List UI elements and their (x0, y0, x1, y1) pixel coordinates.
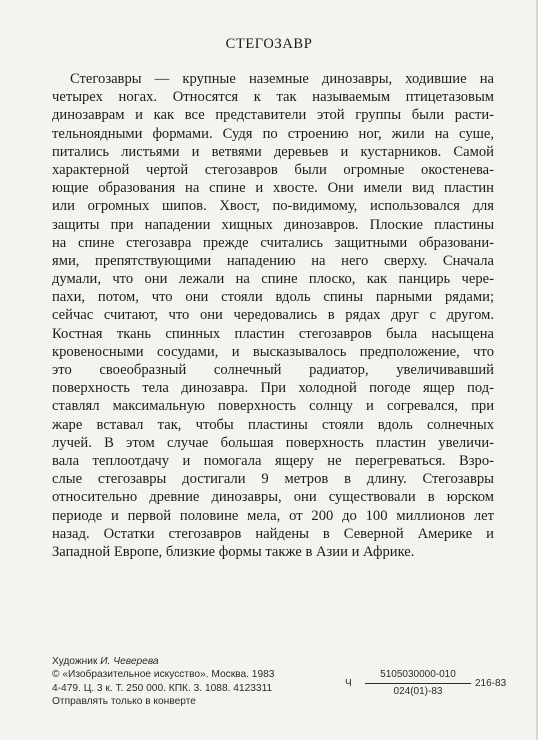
paragraph-line: пахи, потом, что они стояли вдоль спины парными рядами; (52, 289, 494, 306)
paragraph-line: слые стегозавры достигали 9 метров в длину. Стегозавры (52, 471, 494, 488)
catalog-denominator: 024(01)-83 (393, 686, 443, 697)
catalog-numerator: 5105030000-010 (380, 669, 456, 680)
publication-credits (52, 655, 352, 709)
paragraph-line: ями, препятствующими нападению на него сверху. Сначала (52, 252, 494, 269)
catalog-index (345, 669, 505, 701)
catalog-suffix: 216-83 (475, 678, 507, 689)
paragraph-line: лучей. В этом случае большая поверхность пластин увеличи- (52, 434, 494, 451)
paragraph-line: думали, что они лежали на спине плоско, как панцирь чере- (52, 271, 494, 288)
artist-credit (52, 655, 352, 668)
print-info-line: 4-479. Ц. 3 к. Т. 250 000. КПК. 3. 1088. 4123311 (52, 682, 273, 694)
paragraph-line: Костная ткань спинных пластин стегозавров была насыщена (52, 325, 494, 342)
paragraph-line: на спине стегозавра прежде считались защитными образовани- (52, 234, 494, 251)
paragraph-line: динозаврам и как все представители этой группы были расти- (52, 107, 494, 124)
paragraph-line: это своеобразный солнечный радиатор, увеличивавший (52, 362, 494, 378)
publisher-line: © «Изобразительное искусство». Москва. 1983 (52, 669, 275, 681)
catalog-prefix: Ч (345, 678, 352, 689)
mailing-note: Отправлять только в конверте (52, 696, 196, 708)
paragraph-line: сейчас считают, что они чередовались в рядах друг с другом. (52, 307, 494, 324)
paragraph-line: кровеносными сосудами, и высказывалось предположение, что (52, 343, 494, 360)
paragraph-line: относительно древние динозавры, они существовали в юрском (52, 489, 494, 506)
paragraph-line: Стегозавры — крупные наземные динозавры, ходившие на (70, 71, 494, 87)
paragraph-line: тельноядными формами. Судя по строению ног, жили на суше, (52, 125, 494, 142)
paragraph-line: или огромных шипов. Хвост, по-видимому, использовался для (52, 198, 494, 215)
artist-name: И. Чеверева (100, 656, 159, 667)
paragraph-line: поверхность тела динозавра. При холодной погоде ящер под- (52, 380, 494, 397)
body-paragraph (52, 70, 494, 561)
paragraph-line: характерной чертой стегозавров были огромные окостенева- (52, 161, 494, 178)
fraction-rule (365, 683, 471, 684)
paragraph-line: жаре вставал так, чтобы пластины стояли вдоль солнечных (52, 416, 494, 433)
paragraph-line: Западной Европе, близкие формы также в Азии и Африке. (52, 543, 415, 560)
paragraph-line: ставлял максимальную поверхность солнцу и согревался, при (52, 398, 494, 415)
artist-label: Художник (52, 656, 98, 667)
page-title: СТЕГОЗАВР (225, 36, 313, 52)
paragraph-line: периоде и первой половине мела, от 200 до 100 миллионов лет (52, 507, 494, 524)
paragraph-line: питались листьями и ветвями деревьев и кустарников. Самой (52, 143, 494, 160)
paragraph-line: вала теплоотдачу и помогала ящеру не перегреваться. Взро- (52, 452, 494, 469)
paragraph-line: ющие образования на спине и хвосте. Они имели вид пластин (52, 180, 494, 197)
paragraph-line: назад. Остатки стегозавров найдены в Северной Америке и (52, 525, 494, 542)
paragraph-line: четырех ногах. Относятся к так называемым птицетазовым (52, 89, 494, 106)
paragraph-line: защиты при нападении хищных динозавров. Плоские пластины (52, 216, 494, 233)
